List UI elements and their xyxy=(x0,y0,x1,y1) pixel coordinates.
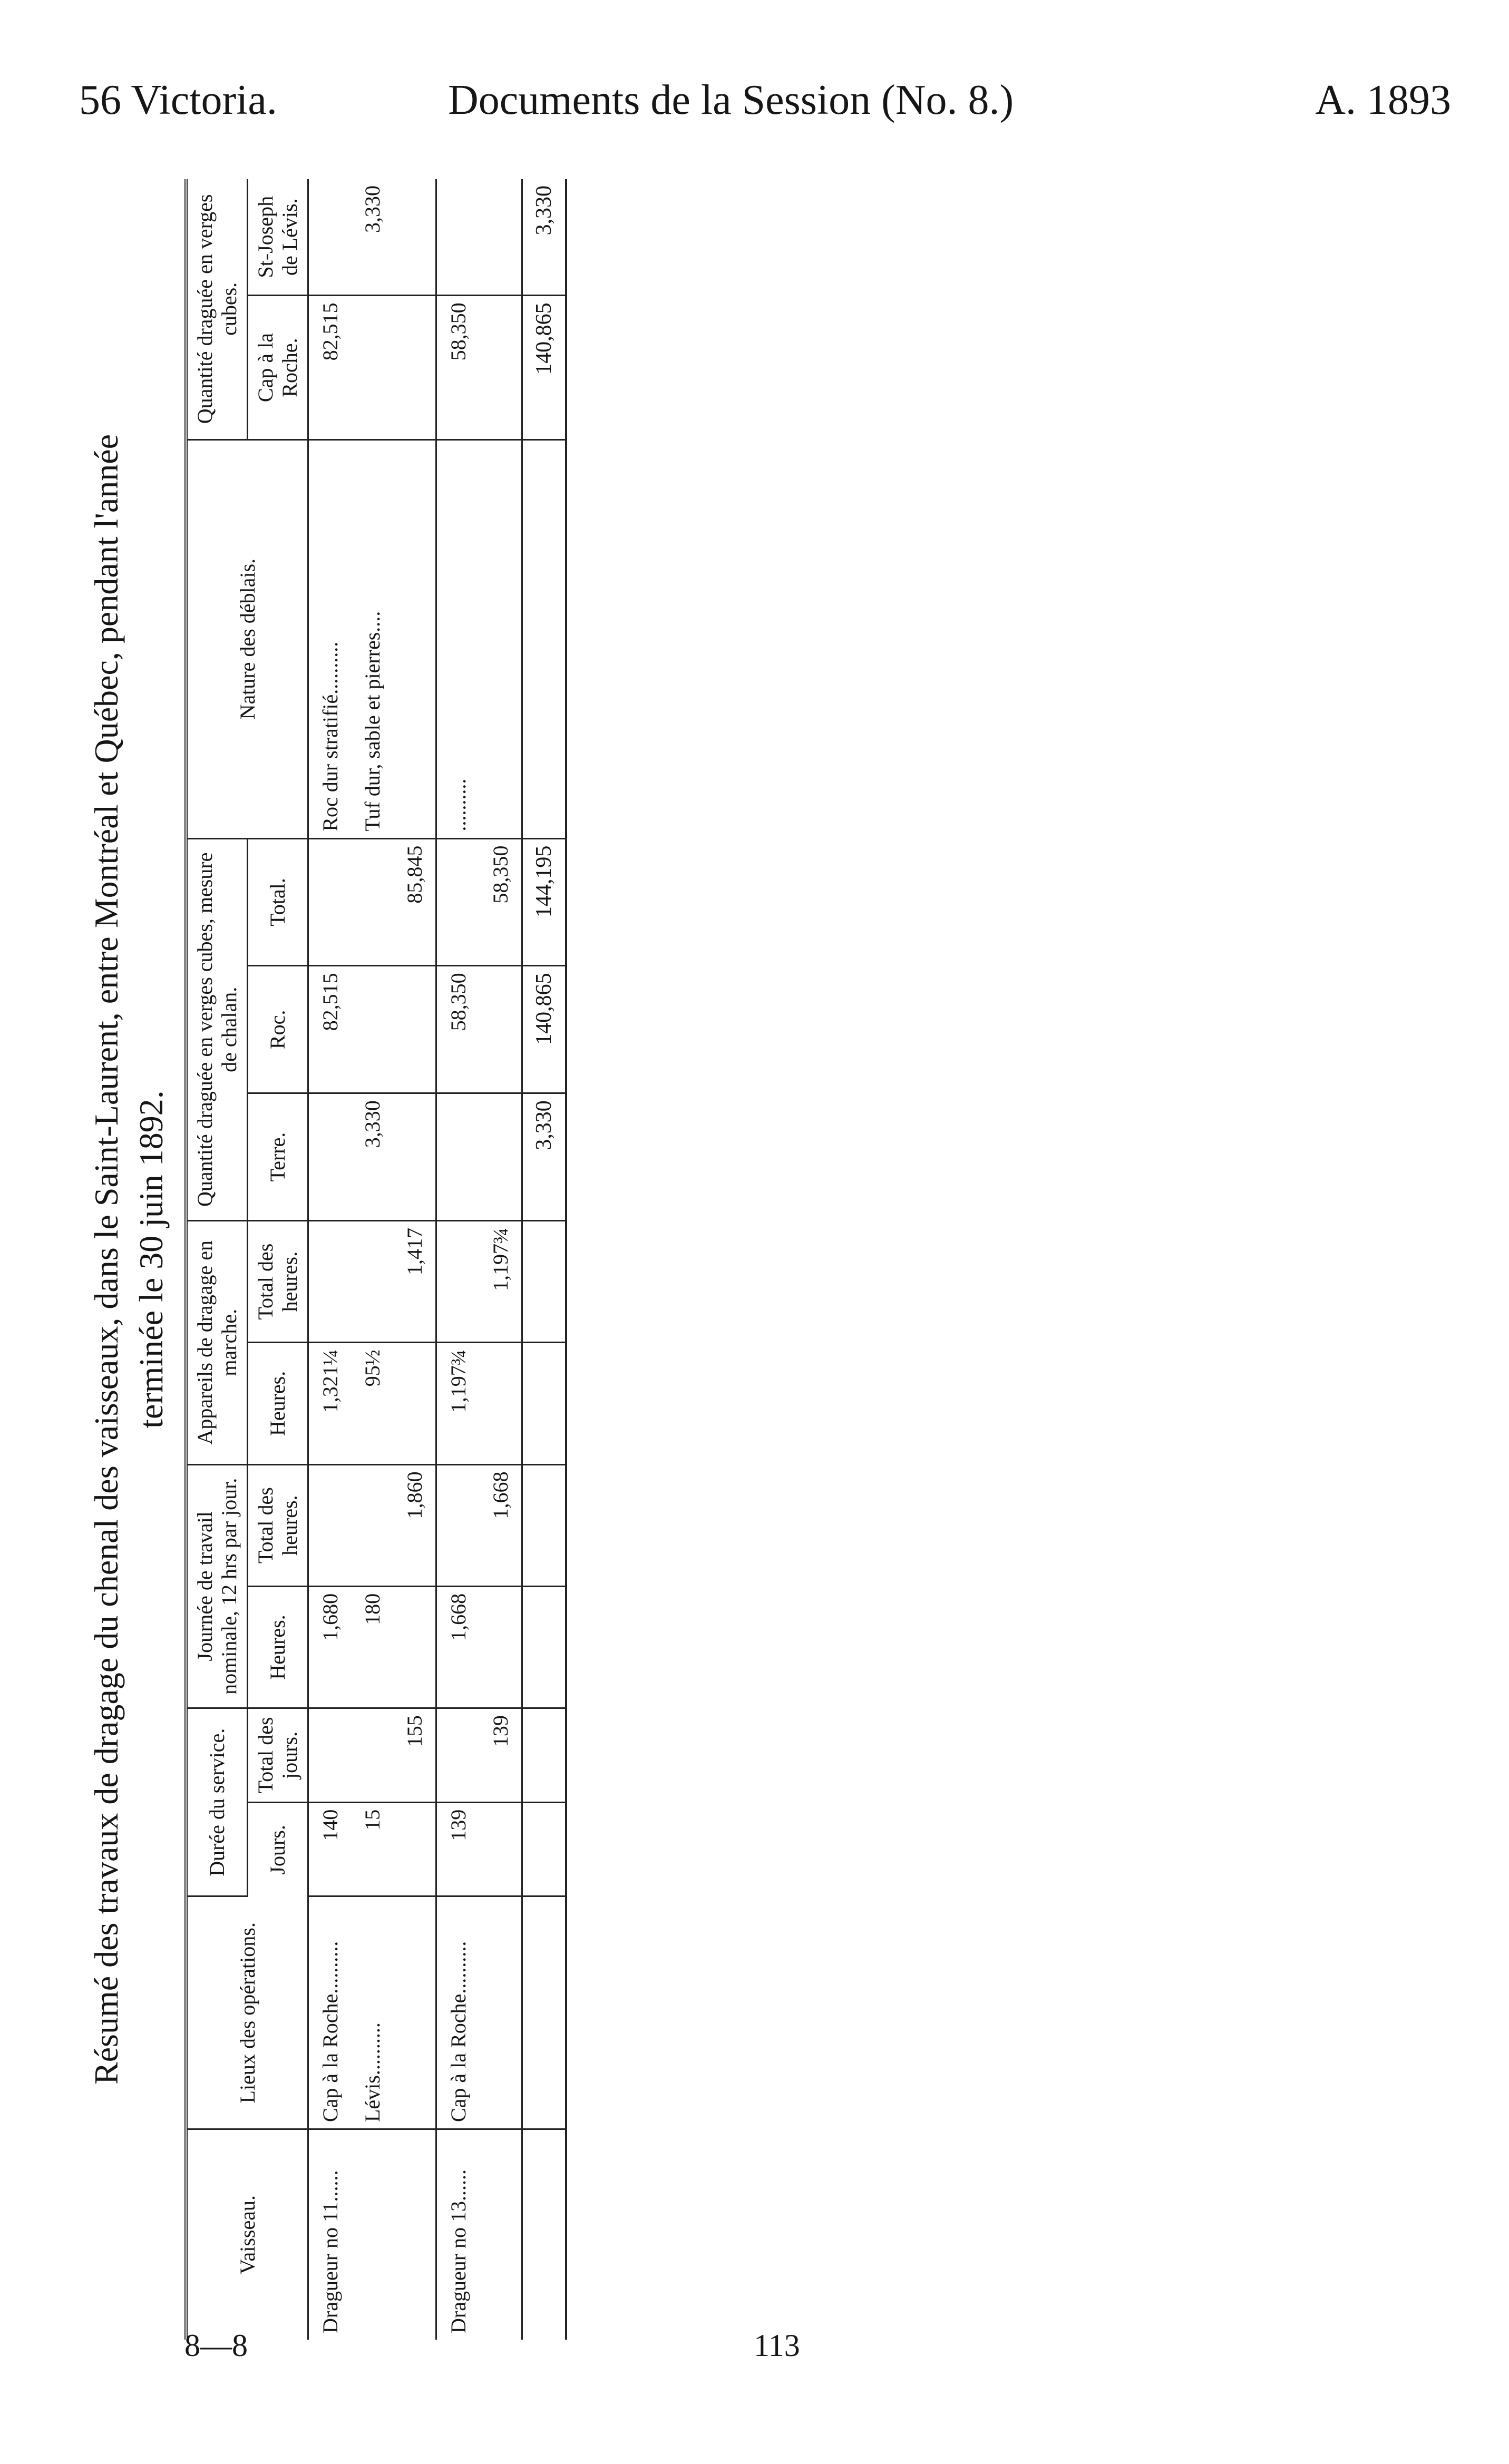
cell-vaisseau: Dragueur no 13...... xyxy=(436,2129,480,2340)
sub-heures-journee: Heures. xyxy=(248,1586,308,1708)
cell-lieu xyxy=(479,1896,522,2129)
sub-roc: Roc. xyxy=(248,966,308,1093)
cell-roc: 82,515 xyxy=(308,966,352,1093)
table-title: Résumé des travaux de dragage du chenal des vaisseaux, dans le Saint-Laurent, entre Montréal et Québec, pendant l'année xyxy=(87,434,125,2085)
cell-total-heures-journee xyxy=(308,1464,352,1586)
table-row xyxy=(351,179,393,2340)
cell-total-heures-journee xyxy=(351,1464,393,1586)
header-document-title: Documents de la Session (No. 8.) xyxy=(448,77,1014,123)
cell-vaisseau: Dragueur no 11...... xyxy=(318,2170,342,2333)
dredging-summary-table xyxy=(184,179,567,2340)
cell-empty xyxy=(522,1586,567,1708)
sub-jours: Jours. xyxy=(248,1802,308,1896)
cell-total-heures-appareils xyxy=(351,1220,393,1342)
cell-empty xyxy=(522,1343,567,1464)
col-nature: Nature des déblais. xyxy=(186,439,308,838)
cell-nature xyxy=(393,439,436,838)
cell-st-joseph xyxy=(436,179,480,296)
cell-heures-journee: 1,668 xyxy=(436,1586,480,1708)
cell-heures-appareils xyxy=(393,1343,436,1464)
cell-total-heures-appareils xyxy=(436,1220,480,1342)
header-year: A. 1893 xyxy=(1315,77,1451,123)
cell-vaisseau xyxy=(393,2129,436,2340)
cell-roc xyxy=(393,966,436,1093)
cell-heures-journee: 180 xyxy=(351,1586,393,1708)
col-journee: Journée de travail nominale, 12 hrs par jour. xyxy=(186,1464,248,1708)
cell-total-terre: 3,330 xyxy=(522,1093,567,1221)
col-appareils: Appareils de dragage en marche. xyxy=(186,1220,248,1464)
cell-terre xyxy=(436,1093,480,1221)
cell-total-jours xyxy=(351,1708,393,1803)
cell-grand-total: 144,195 xyxy=(522,838,567,966)
rotated-table-page xyxy=(79,179,1365,2340)
cell-terre xyxy=(479,1093,522,1221)
cell-roc xyxy=(351,966,393,1093)
cell-cap-roche: 58,350 xyxy=(436,296,480,439)
cell-st-joseph xyxy=(308,179,352,296)
sub-cap-roche: Cap à la Roche. xyxy=(248,296,308,439)
sub-total: Total. xyxy=(248,838,308,966)
sub-heures-appareils: Heures. xyxy=(248,1343,308,1464)
cell-roc xyxy=(479,966,522,1093)
sub-total-heures-journee: Total des heures. xyxy=(248,1464,308,1586)
cell-cap-roche xyxy=(393,296,436,439)
cell-total-jours: 139 xyxy=(479,1708,522,1803)
cell-st-joseph xyxy=(393,179,436,296)
table-row xyxy=(308,179,352,2340)
cell-total-heures-journee: 1,860 xyxy=(393,1464,436,1586)
col-quantite-cubes: Quantité draguée en verges cubes. xyxy=(186,179,248,439)
cell-st-joseph xyxy=(479,179,522,296)
cell-lieu: Lévis.......... xyxy=(351,1896,393,2129)
cell-total-jours xyxy=(436,1708,480,1803)
cell-nature: .......... xyxy=(436,439,480,838)
cell-empty xyxy=(522,439,567,838)
cell-roc: 58,350 xyxy=(436,966,480,1093)
table-row-subtotal xyxy=(479,179,522,2340)
cell-lieu: Cap à la Roche.......... xyxy=(436,1896,480,2129)
cell-jours: 139 xyxy=(436,1802,480,1896)
cell-heures-journee: 1,680 xyxy=(308,1586,352,1708)
cell-terre: 3,330 xyxy=(351,1093,393,1221)
cell-heures-appareils xyxy=(479,1343,522,1464)
page-number: 113 xyxy=(754,2328,800,2363)
cell-jours: 140 xyxy=(308,1802,352,1896)
cell-total xyxy=(351,838,393,966)
cell-empty xyxy=(522,1896,567,2129)
cell-total-cap-roche: 140,865 xyxy=(522,296,567,439)
table-row-subtotal xyxy=(393,179,436,2340)
cell-total-st-joseph: 3,330 xyxy=(522,179,567,296)
cell-jours xyxy=(479,1802,522,1896)
sub-total-jours: Total des jours. xyxy=(248,1708,308,1803)
col-vaisseau: Vaisseau. xyxy=(186,2129,308,2340)
cell-total-heures-appareils: 1,417 xyxy=(393,1220,436,1342)
cell-vaisseau xyxy=(479,2129,522,2340)
sub-st-joseph: St-Joseph de Lévis. xyxy=(248,179,308,296)
col-lieux: Lieux des opérations. xyxy=(186,1896,308,2129)
cell-heures-journee xyxy=(393,1586,436,1708)
cell-nature xyxy=(479,439,522,838)
cell-total-heures-appareils xyxy=(308,1220,352,1342)
cell-heures-journee xyxy=(479,1586,522,1708)
cell-empty xyxy=(522,1464,567,1586)
cell-empty xyxy=(522,1708,567,1803)
cell-empty xyxy=(522,1802,567,1896)
cell-terre xyxy=(393,1093,436,1221)
cell-total-roc: 140,865 xyxy=(522,966,567,1093)
col-duree: Durée du service. xyxy=(186,1708,248,1896)
header-session-label: 56 Victoria. xyxy=(79,77,277,123)
cell-nature: Roc dur stratifié.......... xyxy=(308,439,352,838)
cell-heures-appareils: 95½ xyxy=(351,1343,393,1464)
cell-cap-roche xyxy=(479,296,522,439)
cell-heures-appareils: 1,197¾ xyxy=(436,1343,480,1464)
cell-jours xyxy=(393,1802,436,1896)
cell-lieu xyxy=(393,1896,436,2129)
cell-cap-roche xyxy=(351,296,393,439)
cell-empty xyxy=(522,2129,567,2340)
cell-nature: Tuf dur, sable et pierres.... xyxy=(351,439,393,838)
cell-total xyxy=(308,838,352,966)
sub-total-heures-appareils: Total des heures. xyxy=(248,1220,308,1342)
cell-total-heures-journee: 1,668 xyxy=(479,1464,522,1586)
cell-total-jours xyxy=(308,1708,352,1803)
sub-terre: Terre. xyxy=(248,1093,308,1221)
cell-total-heures-appareils: 1,197¾ xyxy=(479,1220,522,1342)
cell-st-joseph: 3,330 xyxy=(351,179,393,296)
cell-heures-appareils: 1,321¼ xyxy=(308,1343,352,1464)
col-quantite-chalan: Quantité draguée en verges cubes, mesure de chalan. xyxy=(186,838,248,1220)
cell-vaisseau xyxy=(351,2129,393,2340)
table-subtitle: terminée le 30 juin 1892. xyxy=(132,1090,170,1429)
cell-total: 58,350 xyxy=(479,838,522,966)
cell-terre xyxy=(308,1093,352,1221)
table-row-grand-total xyxy=(522,179,567,2340)
cell-total-heures-journee xyxy=(436,1464,480,1586)
table-row xyxy=(436,179,480,2340)
cell-cap-roche: 82,515 xyxy=(308,296,352,439)
cell-total-jours: 155 xyxy=(393,1708,436,1803)
cell-total: 85,845 xyxy=(393,838,436,966)
cell-jours: 15 xyxy=(351,1802,393,1896)
folio-mark: 8—8 xyxy=(184,2328,248,2363)
cell-total xyxy=(436,838,480,966)
cell-empty xyxy=(522,1220,567,1342)
cell-lieu: Cap à la Roche.......... xyxy=(308,1896,352,2129)
